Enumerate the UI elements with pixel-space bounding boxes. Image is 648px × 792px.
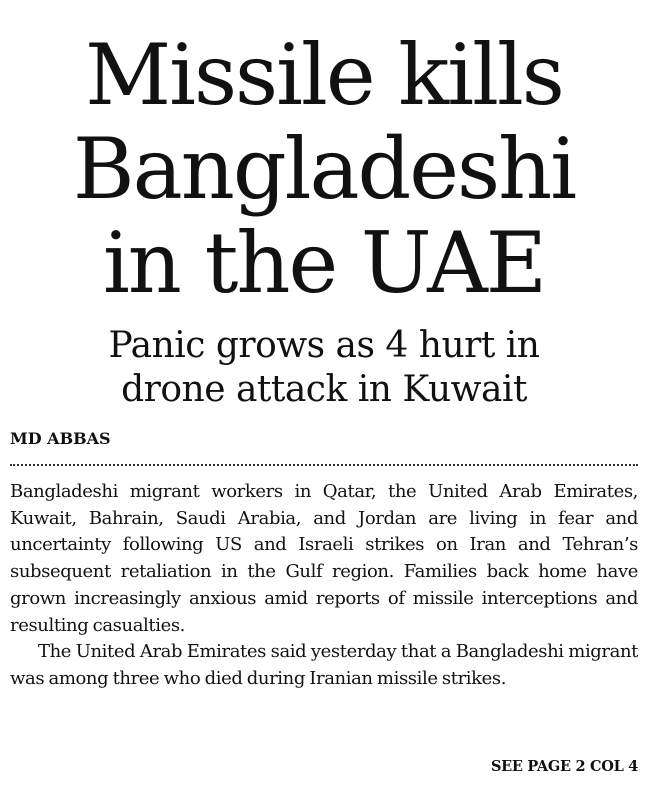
dotted-divider xyxy=(10,464,638,466)
subheadline-line-2: drone attack in Kuwait xyxy=(121,369,527,410)
headline-line-1: Missile kills xyxy=(85,26,563,124)
headline-line-3: in the UAE xyxy=(102,214,546,312)
subheadline-line-1: Panic grows as 4 hurt in xyxy=(108,325,540,366)
article-body xyxy=(10,479,638,693)
headline xyxy=(0,28,648,310)
article-paragraph-1: Bangladeshi migrant workers in Qatar, the United Arab Emirates, Kuwait, Bahrain, Saudi Arabia, and Jordan are living in fear and uncertainty following US and Israeli strikes on Iran and Tehran’s subsequent retaliation in the Gulf region. Families back home have grown increasingly anxious amid reports of missile interceptions and resulting casualties. xyxy=(10,481,638,636)
continuation-reference: SEE PAGE 2 COL 4 xyxy=(490,758,638,775)
headline-line-2: Bangladeshi xyxy=(72,120,576,218)
article-paragraph-2: The United Arab Emirates said yesterday that a Bangladeshi migrant was among three who died during Iranian missile strikes. xyxy=(10,641,638,689)
byline: MD ABBAS xyxy=(10,429,111,448)
subheadline xyxy=(0,324,648,412)
